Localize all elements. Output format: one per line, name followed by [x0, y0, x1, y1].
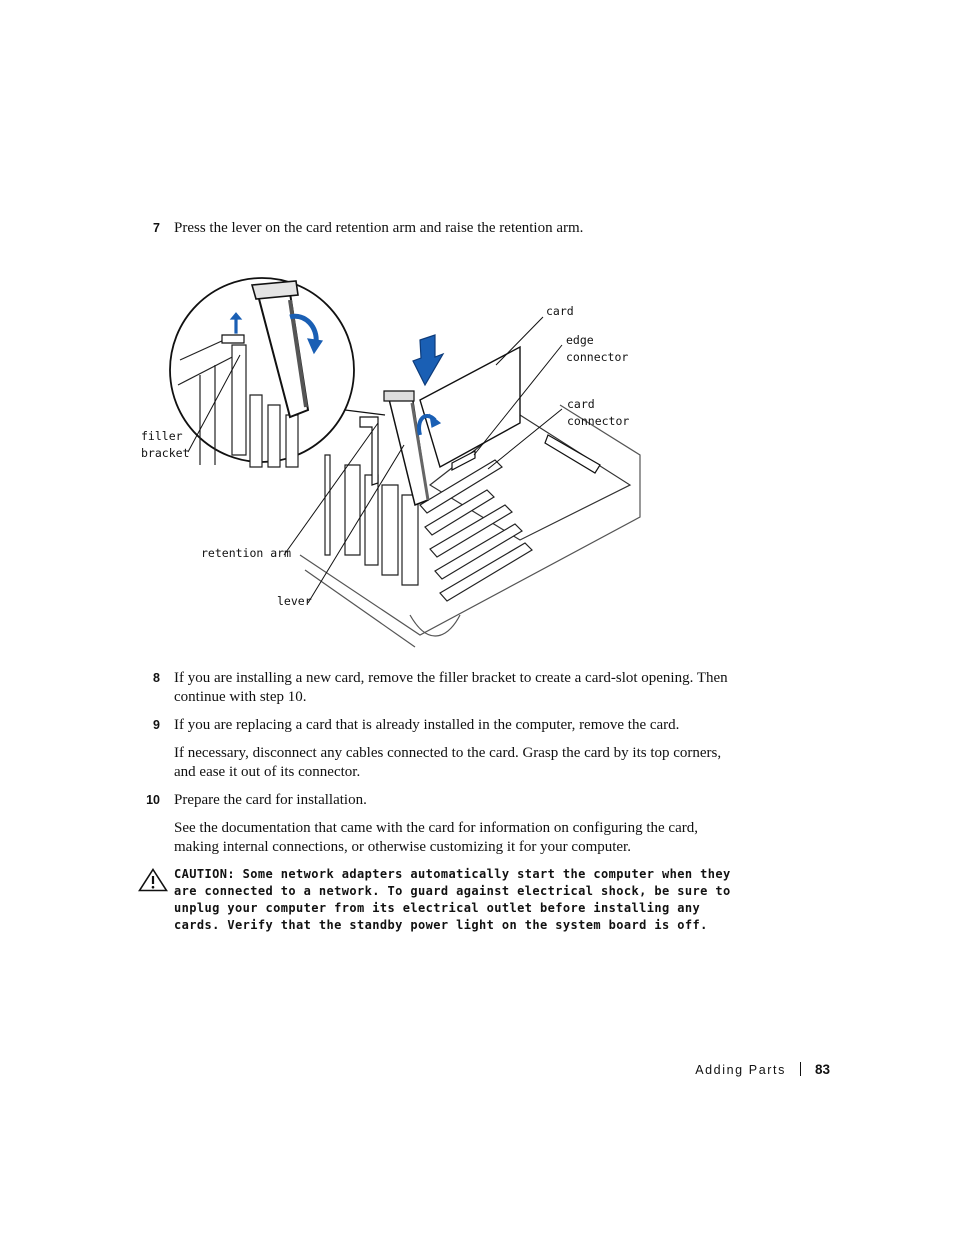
step-9-detail: If necessary, disconnect any cables connected to the card. Grasp the card by its top corners, and ease it out of its connector. [174, 745, 722, 780]
step-10-detail: See the documentation that came with the card for information on configuring the card, making internal connections, or otherwise customizing it for your computer. [174, 820, 698, 855]
callout-card-connector-line2: connector [567, 414, 630, 428]
callout-card-connector-line1: card [567, 397, 595, 411]
page-number: 83 [814, 1062, 830, 1077]
callout-card: card [546, 304, 574, 318]
page-footer [695, 1062, 830, 1077]
callout-lever: lever [277, 594, 312, 608]
callout-filler-bracket-line1: filler [141, 429, 183, 443]
step-number: 9 [153, 718, 160, 732]
warning-triangle-icon [138, 868, 168, 892]
step-text: If you are installing a new card, remove the filler bracket to create a card-slot opening. Then continue with step 10. [174, 670, 728, 705]
card-retention-figure [0, 255, 954, 655]
callout-edge-connector-line1: edge [566, 333, 594, 347]
footer-divider [800, 1062, 801, 1076]
step-text: If you are replacing a card that is already installed in the computer, remove the card. [174, 717, 680, 733]
step-number: 7 [153, 221, 160, 235]
callout-retention-arm: retention arm [201, 546, 292, 560]
step-number: 8 [153, 671, 160, 685]
callout-filler-bracket-line2: bracket [141, 446, 190, 460]
caution-text: CAUTION: Some network adapters automatically start the computer when they are connected to a network. To guard against electrical shock, be sure to unplug your computer from its electrical outlet before installing any cards. Verify that the standby power light on the system board is off. [174, 867, 731, 932]
footer-section-title: Adding Parts [695, 1063, 786, 1077]
step-number: 10 [146, 793, 160, 807]
callout-edge-connector-line2: connector [566, 350, 629, 364]
step-text: Press the lever on the card retention arm and raise the retention arm. [174, 220, 584, 236]
step-text: Prepare the card for installation. [174, 792, 367, 808]
